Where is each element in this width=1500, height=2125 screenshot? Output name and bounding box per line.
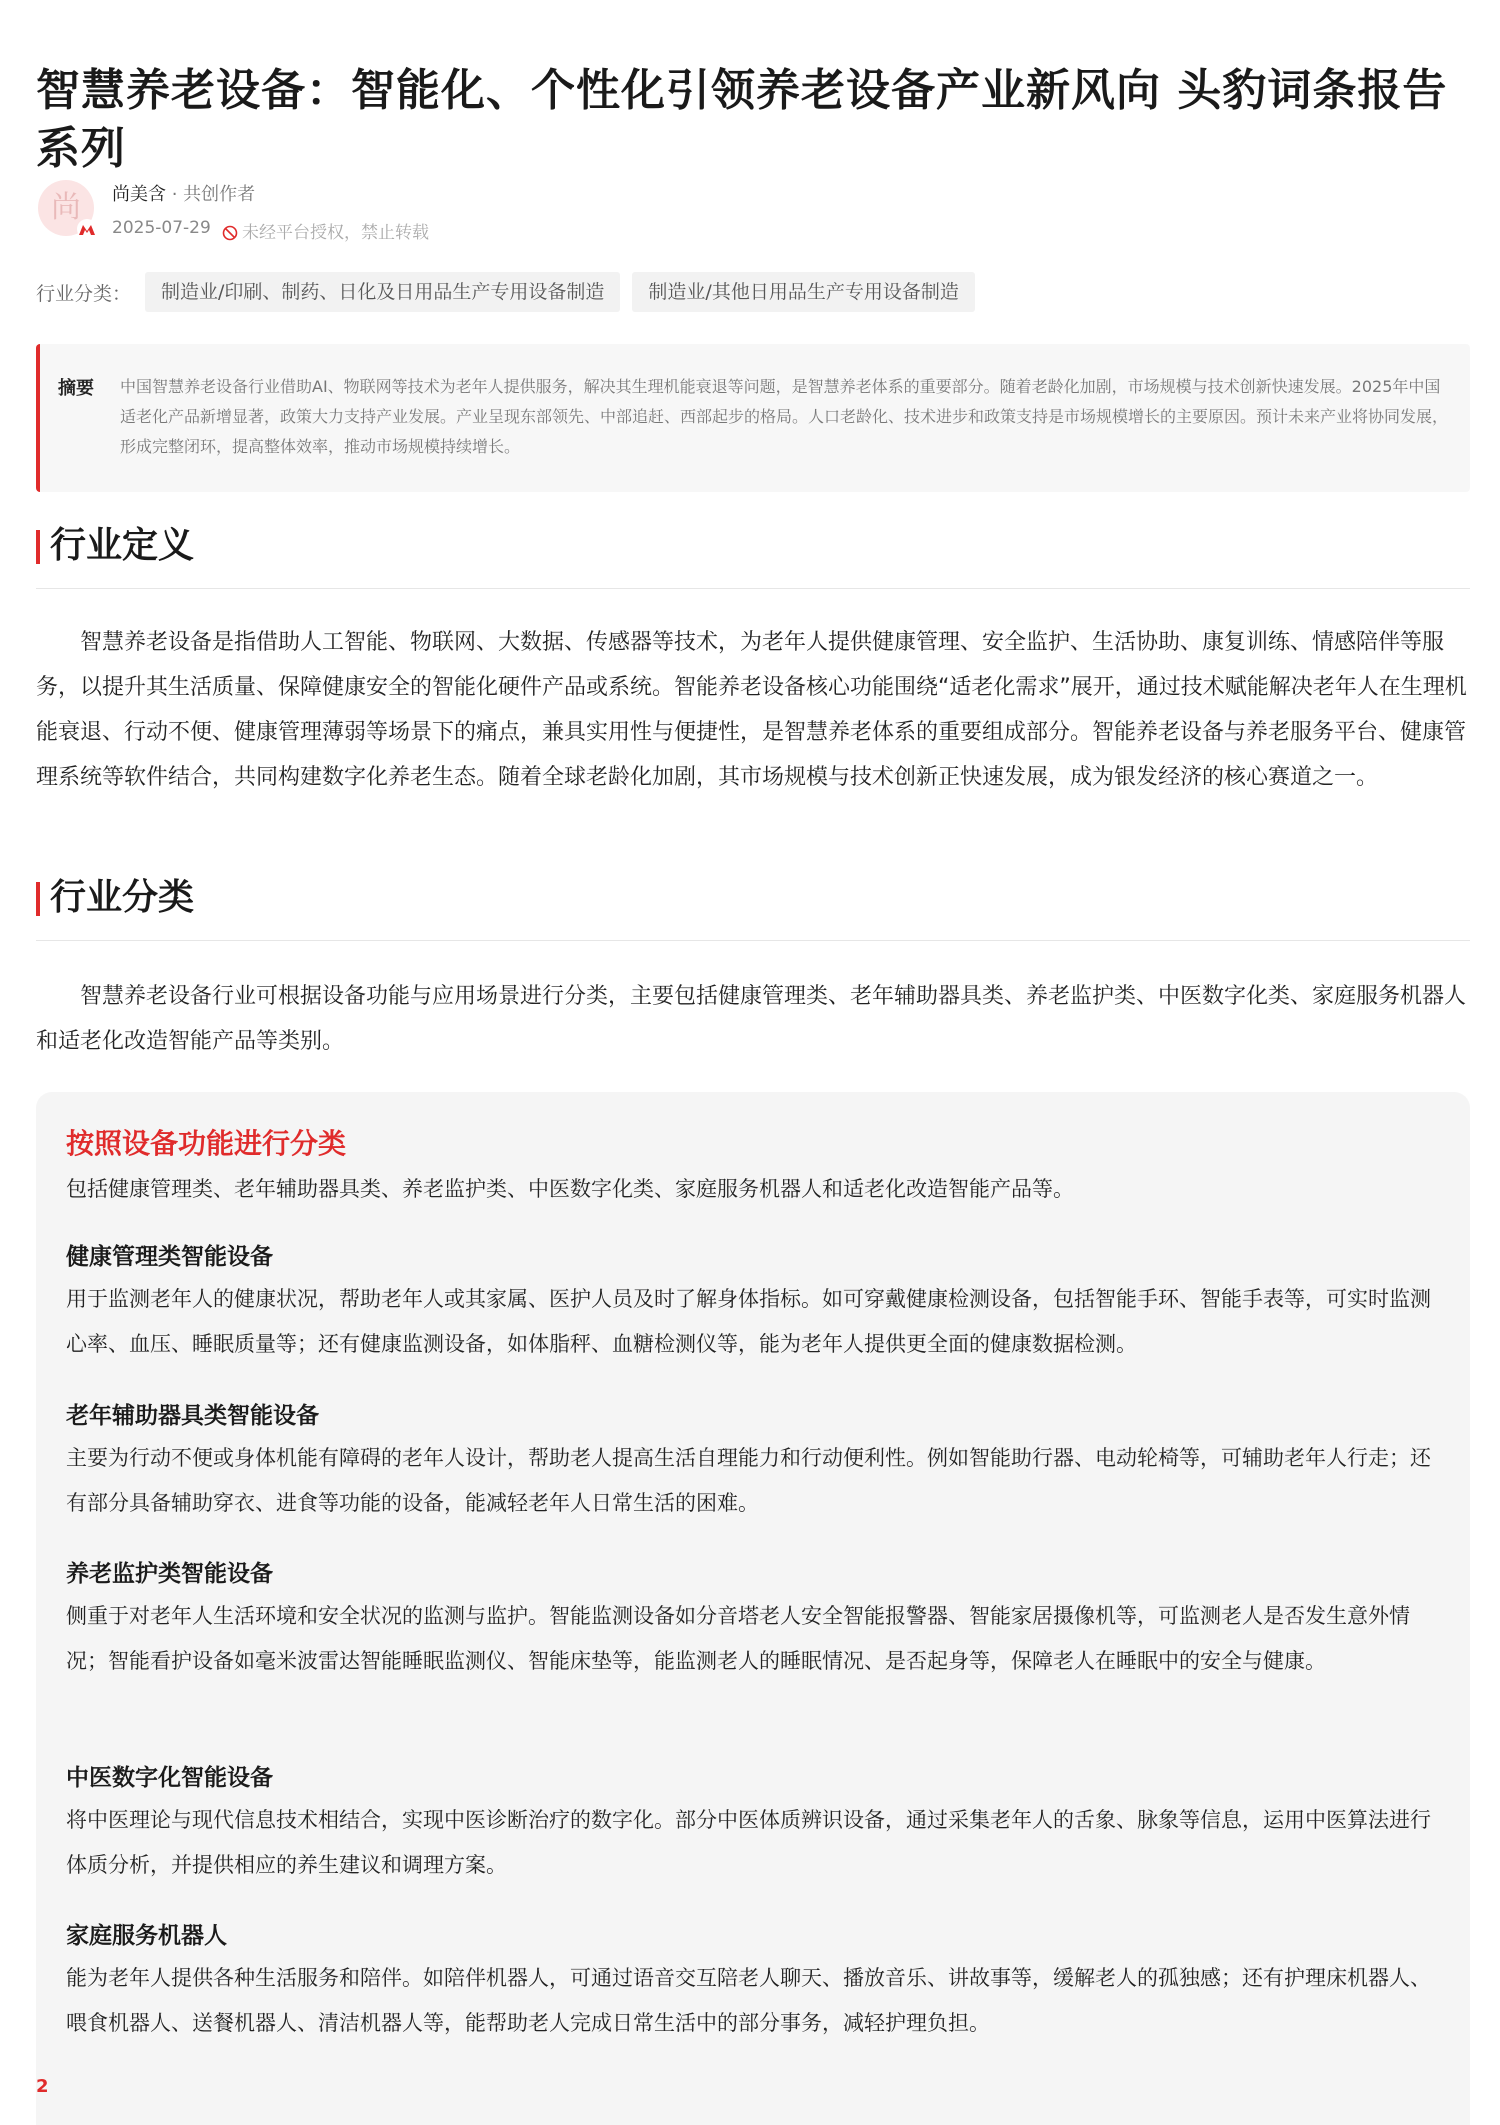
report-page [36,0,1470,2125]
category-item-text: 将中医理论与现代信息技术相结合，实现中医诊断治疗的数字化。部分中医体质辨识设备，通过采集老年人的舌象、脉象等信息，运用中医算法进行体质分析，并提供相应的养生建议和调理方案。 [66,1808,1431,1877]
page-title: 智慧养老设备：智能化、个性化引领养老设备产业新风向 头豹词条报告系列 [36,65,1448,174]
category-item-title: 健康管理类智能设备 [66,1244,273,1270]
category-item [66,1396,1446,1526]
section-heading-definition: 行业定义 [36,524,194,568]
author-role: · 共创作者 [171,184,256,205]
publish-date: 2025-07-29 [112,218,211,238]
author-line [112,180,255,206]
avatar: 尚 [38,180,94,236]
category-item [66,1554,1446,1684]
page-number: 2 [36,2076,49,2097]
section-heading-classification: 行业分类 [36,876,194,920]
definition-paragraph: 智慧养老设备是指借助人工智能、物联网、大数据、传感器等技术，为老年人提供健康管理、安全监护、生活协助、康复训练、情感陪伴等服务，以提升其生活质量、保障健康安全的智能化硬件产品或系统。智能养老设备核心功能围绕“适老化需求”展开，通过技术赋能解决老年人在生理机能衰退、行动不便、健康管理薄弱等场景下的痛点，兼具实用性与便捷性，是智慧养老体系的重要组成部分。智能养老设备与养老服务平台、健康管理系统等软件结合，共同构建数字化养老生态。随着全球老龄化加剧，其市场规模与技术创新正快速发展，成为银发经济的核心赛道之一。 [36,630,1467,790]
license-notice [222,218,429,243]
category-item-text: 主要为行动不便或身体机能有障碍的老年人设计，帮助老人提高生活自理能力和行动便利性。例如智能助行器、电动轮椅等，可辅助老年人行走；还有部分具备辅助穿衣、进食等功能的设备，能减轻老年人日常生活的困难。 [66,1446,1431,1515]
category-item [66,1758,1446,1888]
divider [36,940,1470,941]
summary-text: 中国智慧养老设备行业借助AI、物联网等技术为老年人提供服务，解决其生理机能衰退等问题，是智慧养老体系的重要部分。随着老龄化加剧，市场规模与技术创新快速发展。2025年中国适老化产品新增显著，政策大力支持产业发展。产业呈现东部领先、中部追赶、西部起步的格局。人口老龄化、技术进步和政策支持是市场规模增长的主要原因。预计未来产业将协同发展，形成完整闭环，提高整体效率，推动市场规模持续增长。 [120,377,1449,456]
classification-paragraph: 智慧养老设备行业可根据设备功能与应用场景进行分类，主要包括健康管理类、老年辅助器具类、养老监护类、中医数字化类、家庭服务机器人和适老化改造智能产品等类别。 [36,984,1467,1054]
category-item [66,1237,1446,1367]
summary-label: 摘要 [58,378,94,399]
classification-card [36,1092,1470,2125]
card-intro: 包括健康管理类、老年辅助器具类、养老监护类、中医数字化类、家庭服务机器人和适老化改造智能产品等。 [66,1177,1074,1201]
category-item-title: 家庭服务机器人 [66,1923,227,1949]
category-item-title: 养老监护类智能设备 [66,1561,273,1587]
industry-categories [36,272,987,312]
category-tag[interactable]: 制造业/印刷、制药、日化及日用品生产专用设备制造 [145,272,620,312]
divider [36,588,1470,589]
category-item-title: 老年辅助器具类智能设备 [66,1403,319,1429]
license-text: 未经平台授权，禁止转载 [242,223,429,243]
category-item-text: 侧重于对老年人生活环境和安全状况的监测与监护。智能监测设备如分音塔老人安全智能报警器、智能家居摄像机等，可监测老人是否发生意外情况；智能看护设备如毫米波雷达智能睡眠监测仪、智能床垫等，能监测老人的睡眠情况、是否起身等，保障老人在睡眠中的安全与健康。 [66,1604,1410,1673]
categories-label: 行业分类： [36,282,132,305]
category-item-title: 中医数字化智能设备 [66,1765,273,1791]
avatar-badge-icon [76,218,98,240]
category-tag[interactable]: 制造业/其他日用品生产专用设备制造 [632,272,974,312]
card-title: 按照设备功能进行分类 [66,1127,347,1160]
no-entry-icon [222,225,238,241]
author-name[interactable]: 尚美含 [112,184,166,205]
category-item-text: 能为老年人提供各种生活服务和陪伴。如陪伴机器人，可通过语音交互陪老人聊天、播放音乐、讲故事等，缓解老人的孤独感；还有护理床机器人、喂食机器人、送餐机器人、清洁机器人等，能帮助老人完成日常生活中的部分事务，减轻护理负担。 [66,1966,1431,2035]
summary-box [36,344,1470,492]
category-item [66,1916,1446,2046]
category-item-text: 用于监测老年人的健康状况，帮助老年人或其家属、医护人员及时了解身体指标。如可穿戴健康检测设备，包括智能手环、智能手表等，可实时监测心率、血压、睡眠质量等；还有健康监测设备，如体脂秤、血糖检测仪等，能为老年人提供更全面的健康数据检测。 [66,1287,1431,1356]
